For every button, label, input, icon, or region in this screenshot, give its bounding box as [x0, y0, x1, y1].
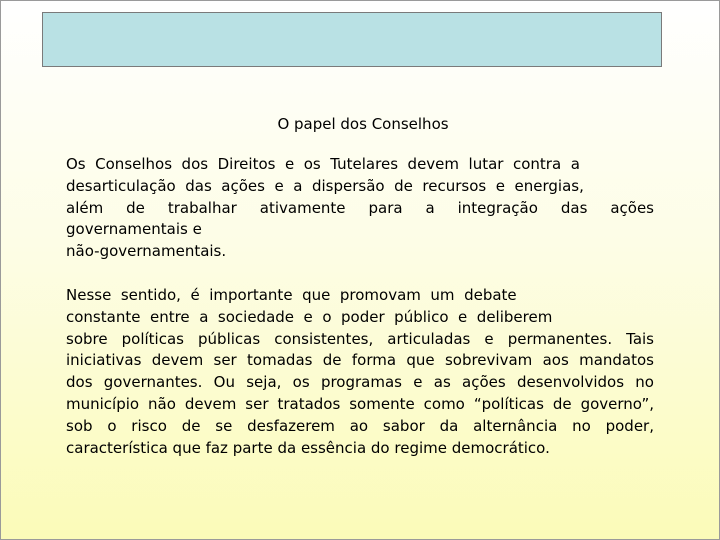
paragraph2-line: município não devem ser tratados somente como “políticas de governo”, [66, 394, 654, 413]
paragraph1-line: Os Conselhos dos Direitos e os Tutelares devem lutar contra a [66, 155, 580, 173]
paragraph2-line: constante entre a sociedade e o poder público e deliberem [66, 307, 553, 326]
paragraph1-line: além de trabalhar ativamente para a integração das ações [66, 198, 654, 217]
paragraph-sentido [66, 285, 654, 459]
paragraph2-line: dos governantes. Ou seja, os programas e as ações desenvolvidos no [66, 373, 654, 392]
paragraph2-line: sobre políticas públicas consistentes, articuladas e permanentes. Tais [66, 329, 654, 348]
paragraph-conselhos [66, 154, 654, 263]
paragraph2-line: sob o risco de se desfazerem ao sabor da alternância no poder, [66, 416, 654, 435]
paragraph1-line: não-governamentais. [66, 242, 227, 261]
header-box [42, 12, 662, 67]
slide-title: O papel dos Conselhos [277, 115, 449, 133]
paragraph2-line: característica que faz parte da essência do regime democrático. [66, 438, 550, 457]
paragraph2-line: iniciativas devem ser tomadas de forma que sobrevivam aos mandatos [66, 351, 654, 370]
paragraph2-line: Nesse sentido, é importante que promovam um debate [66, 286, 517, 304]
paragraph1-line: desarticulação das ações e a dispersão de recursos e energias, [66, 176, 584, 195]
paragraph1-line: governamentais e [66, 220, 202, 239]
